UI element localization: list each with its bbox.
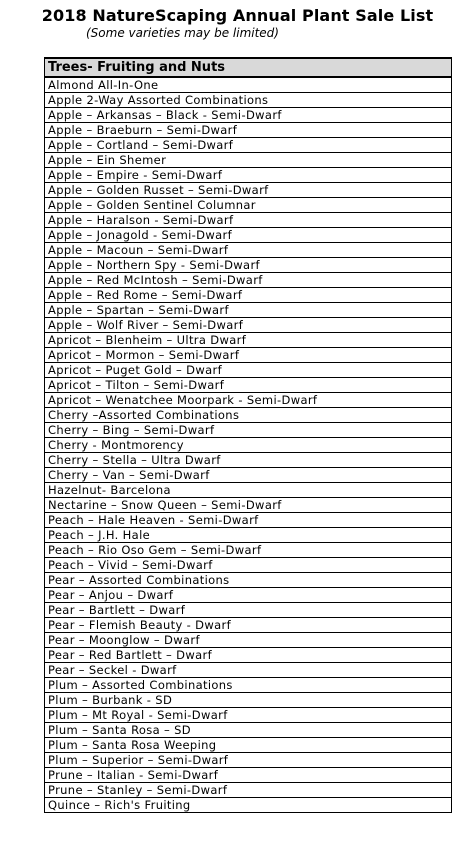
table-row <box>45 438 452 453</box>
plant-name-cell: Apricot – Blenheim – Ultra Dwarf <box>45 333 452 348</box>
plant-name-cell: Almond All-In-One <box>45 77 452 93</box>
plant-name-cell: Apple – Red Rome – Semi-Dwarf <box>45 288 452 303</box>
plant-name-cell: Apple – Spartan – Semi-Dwarf <box>45 303 452 318</box>
plant-name-cell: Apple – Northern Spy - Semi-Dwarf <box>45 258 452 273</box>
plant-name-cell: Apricot – Wenatchee Moorpark - Semi-Dwarf <box>45 393 452 408</box>
table-row <box>45 363 452 378</box>
plant-name-cell: Plum – Santa Rosa – SD <box>45 723 452 738</box>
plant-name-cell: Cherry – Stella – Ultra Dwarf <box>45 453 452 468</box>
table-row <box>45 243 452 258</box>
table-row <box>45 348 452 363</box>
plant-name-cell: Pear – Bartlett – Dwarf <box>45 603 452 618</box>
table-row <box>45 723 452 738</box>
table-row <box>45 423 452 438</box>
table-row <box>45 453 452 468</box>
plant-rows <box>45 77 452 813</box>
plant-name-cell: Apple – Empire - Semi-Dwarf <box>45 168 452 183</box>
table-row <box>45 168 452 183</box>
plant-name-cell: Apple 2-Way Assorted Combinations <box>45 93 452 108</box>
table-row <box>45 663 452 678</box>
table-row <box>45 408 452 423</box>
plant-name-cell: Apricot – Puget Gold – Dwarf <box>45 363 452 378</box>
plant-name-cell: Apricot – Mormon – Semi-Dwarf <box>45 348 452 363</box>
plant-name-cell: Peach – Vivid – Semi-Dwarf <box>45 558 452 573</box>
plant-name-cell: Cherry – Bing – Semi-Dwarf <box>45 423 452 438</box>
table-row <box>45 603 452 618</box>
plant-name-cell: Apple – Golden Sentinel Columnar <box>45 198 452 213</box>
table-row <box>45 228 452 243</box>
plant-name-cell: Apple – Arkansas – Black - Semi-Dwarf <box>45 108 452 123</box>
plant-name-cell: Peach – J.H. Hale <box>45 528 452 543</box>
plant-name-cell: Cherry - Montmorency <box>45 438 452 453</box>
table-row <box>45 648 452 663</box>
table-row <box>45 708 452 723</box>
table-row <box>45 258 452 273</box>
plant-name-cell: Apple – Red McIntosh – Semi-Dwarf <box>45 273 452 288</box>
plant-name-cell: Apple – Jonagold - Semi-Dwarf <box>45 228 452 243</box>
plant-name-cell: Pear – Anjou – Dwarf <box>45 588 452 603</box>
table-row <box>45 153 452 168</box>
table-row <box>45 213 452 228</box>
plant-name-cell: Apple – Ein Shemer <box>45 153 452 168</box>
table-row <box>45 753 452 768</box>
table-row <box>45 138 452 153</box>
table-row <box>45 273 452 288</box>
table-row <box>45 528 452 543</box>
plant-name-cell: Peach – Rio Oso Gem – Semi-Dwarf <box>45 543 452 558</box>
plant-name-cell: Pear – Moonglow – Dwarf <box>45 633 452 648</box>
table-row <box>45 198 452 213</box>
section-heading: Trees- Fruiting and Nuts <box>45 58 452 77</box>
plant-name-cell: Apple – Macoun – Semi-Dwarf <box>45 243 452 258</box>
table-row <box>45 288 452 303</box>
table-row <box>45 558 452 573</box>
table-row <box>45 618 452 633</box>
table-row <box>45 798 452 813</box>
plant-name-cell: Pear – Seckel - Dwarf <box>45 663 452 678</box>
plant-name-cell: Pear – Red Bartlett – Dwarf <box>45 648 452 663</box>
plant-name-cell: Peach – Hale Heaven - Semi-Dwarf <box>45 513 452 528</box>
table-row <box>45 498 452 513</box>
plant-name-cell: Plum – Burbank - SD <box>45 693 452 708</box>
plant-name-cell: Plum – Santa Rosa Weeping <box>45 738 452 753</box>
plant-name-cell: Prune – Italian - Semi-Dwarf <box>45 768 452 783</box>
plant-name-cell: Apple – Cortland – Semi-Dwarf <box>45 138 452 153</box>
plant-name-cell: Apple – Golden Russet – Semi-Dwarf <box>45 183 452 198</box>
table-row <box>45 183 452 198</box>
plant-name-cell: Apple – Haralson - Semi-Dwarf <box>45 213 452 228</box>
table-row <box>45 768 452 783</box>
table-row <box>45 738 452 753</box>
plant-name-cell: Cherry –Assorted Combinations <box>45 408 452 423</box>
table-row <box>45 333 452 348</box>
plant-name-cell: Pear – Flemish Beauty - Dwarf <box>45 618 452 633</box>
table-row <box>45 483 452 498</box>
table-row <box>45 633 452 648</box>
table-row <box>45 303 452 318</box>
plant-name-cell: Plum – Assorted Combinations <box>45 678 452 693</box>
table-row <box>45 513 452 528</box>
plant-name-cell: Nectarine – Snow Queen – Semi-Dwarf <box>45 498 452 513</box>
plant-name-cell: Prune – Stanley – Semi-Dwarf <box>45 783 452 798</box>
plant-name-cell: Plum – Mt Royal - Semi-Dwarf <box>45 708 452 723</box>
table-row <box>45 678 452 693</box>
table-header-row <box>45 58 452 77</box>
table-row <box>45 573 452 588</box>
table-row <box>45 318 452 333</box>
table-row <box>45 783 452 798</box>
table-row <box>45 93 452 108</box>
table-row <box>45 393 452 408</box>
table-row <box>45 468 452 483</box>
table-row <box>45 588 452 603</box>
table-row <box>45 543 452 558</box>
plant-name-cell: Hazelnut- Barcelona <box>45 483 452 498</box>
plant-name-cell: Quince – Rich's Fruiting <box>45 798 452 813</box>
table-row <box>45 108 452 123</box>
table-row <box>45 77 452 93</box>
page-subtitle: (Some varieties may be limited) <box>86 26 279 40</box>
table-row <box>45 378 452 393</box>
page-title: 2018 NatureScaping Annual Plant Sale List <box>41 6 434 25</box>
plant-name-cell: Cherry – Van – Semi-Dwarf <box>45 468 452 483</box>
plant-name-cell: Plum – Superior – Semi-Dwarf <box>45 753 452 768</box>
plant-name-cell: Apple – Wolf River – Semi-Dwarf <box>45 318 452 333</box>
plant-name-cell: Apple – Braeburn – Semi-Dwarf <box>45 123 452 138</box>
plant-name-cell: Apricot – Tilton – Semi-Dwarf <box>45 378 452 393</box>
table-row <box>45 693 452 708</box>
plant-name-cell: Pear – Assorted Combinations <box>45 573 452 588</box>
table-row <box>45 123 452 138</box>
plant-list-table <box>44 57 452 813</box>
